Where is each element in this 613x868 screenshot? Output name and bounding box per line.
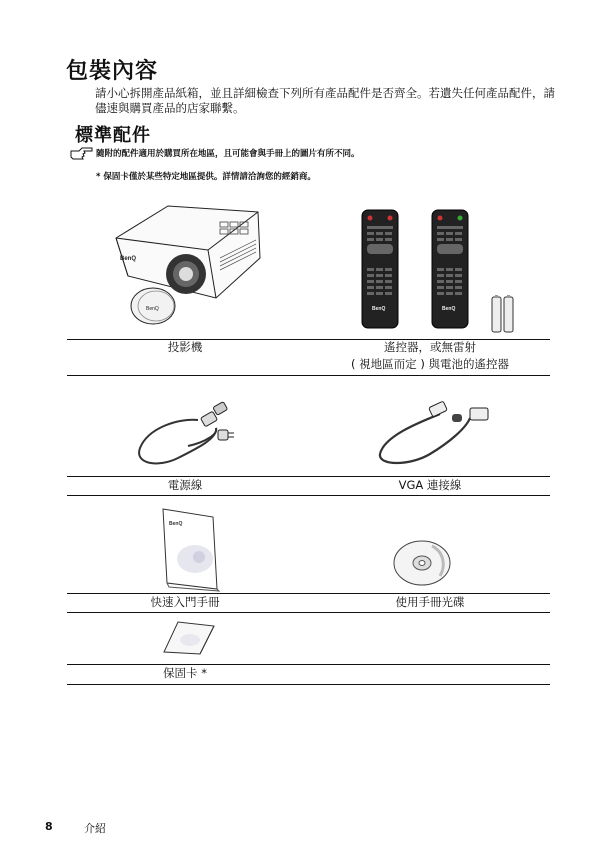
quick-start-guide-label: 快速入門手冊 — [150, 595, 220, 609]
page-number: 8 — [45, 820, 53, 833]
table-rule — [67, 375, 550, 376]
section-heading: 標準配件 — [75, 125, 151, 146]
note-text: 隨附的配件適用於購買所在地區，且可能會與手冊上的圖片有所不同。 — [96, 149, 360, 159]
svg-text:BenQ: BenQ — [372, 306, 386, 312]
warranty-card-image — [160, 618, 218, 656]
svg-text:BenQ: BenQ — [442, 306, 456, 312]
table-rule — [67, 612, 550, 613]
remote-control-image — [360, 208, 400, 332]
batteries-image — [490, 294, 516, 334]
user-manual-cd-image — [392, 538, 454, 588]
table-rule — [67, 495, 550, 496]
user-manual-cd-label: 使用手冊光碟 — [395, 595, 465, 609]
remote-label-line2: ( 視地區而定 ) 與電池的遙控器 — [351, 357, 509, 371]
svg-text:BenQ: BenQ — [169, 521, 183, 527]
vga-cable-image — [370, 396, 495, 472]
power-cord-image — [128, 398, 240, 470]
remote-label — [330, 339, 530, 373]
warranty-card-label: 保固卡 * — [163, 666, 207, 680]
intro-paragraph: 請小心拆開產品紙箱，並且詳細檢查下列所有產品配件是否齊全。若遺失任何產品配件，請儘速與購買產品的店家聯繫。 — [95, 86, 555, 115]
remote-label-line1: 遙控器，或無雷射 — [384, 340, 476, 354]
vga-cable-label: VGA 連接線 — [398, 478, 462, 492]
projector-image — [108, 198, 268, 330]
warranty-footnote: * 保固卡僅於某些特定地區提供。詳情請洽詢您的經銷商。 — [96, 172, 316, 182]
svg-text:BenQ: BenQ — [120, 256, 137, 262]
table-rule — [67, 684, 550, 685]
pointing-hand-icon — [70, 146, 94, 160]
remote-control-no-laser-image — [430, 208, 470, 332]
power-cord-label: 電源線 — [167, 478, 203, 492]
page-title: 包裝內容 — [66, 59, 159, 84]
quick-start-guide-image — [155, 505, 227, 593]
section-name: 介紹 — [84, 822, 106, 835]
svg-text:BenQ: BenQ — [146, 306, 159, 312]
projector-label: 投影機 — [167, 340, 203, 354]
